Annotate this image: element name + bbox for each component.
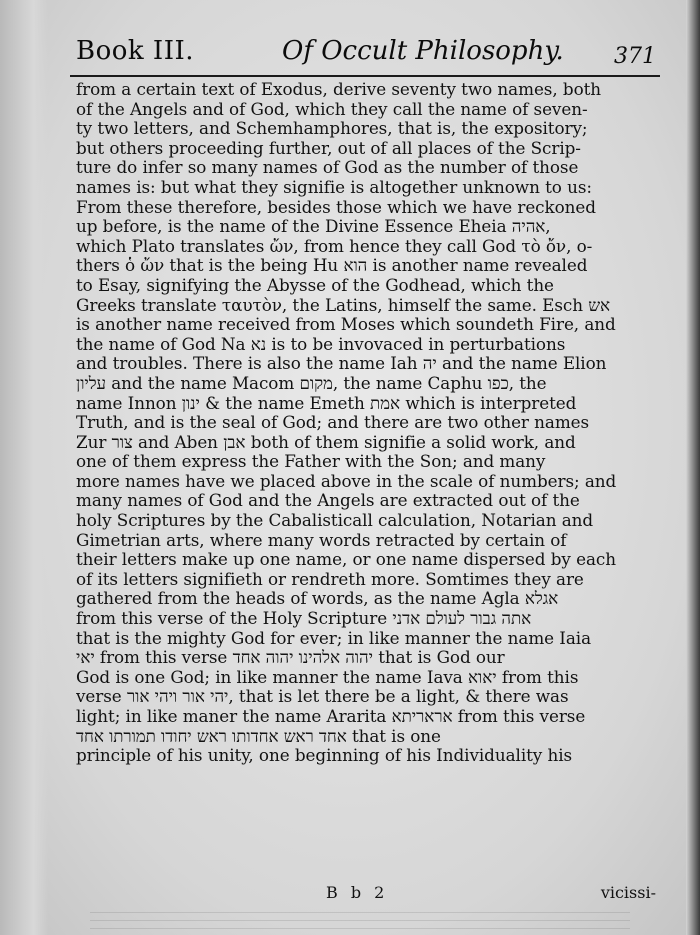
- text-line: many names of God and the Angels are extracted out of the: [76, 491, 580, 511]
- text-line: Truth, and is the seal of God; and there are two other names: [76, 413, 590, 433]
- text-line: verse יהי אור ויהי אור, that is let there be a light, & there was: [76, 687, 569, 707]
- text-line: יאי from this verse יהוה אלהינו יהוה אחד that is God our: [76, 648, 505, 668]
- text-line: that is the mighty God for ever; in like manner the name Iaia: [76, 628, 592, 648]
- page-footer: [76, 883, 656, 905]
- text-line: עליון and the name Macom מקום, the name Caphu כפו, the: [76, 373, 547, 393]
- text-line: of the Angels and of God, which they call the name of seven-: [76, 99, 588, 119]
- text-line: their letters make up one name, or one name dispersed by each: [76, 550, 616, 570]
- page-gutter-shadow: [0, 0, 48, 935]
- text-line: thers ὁ ὤν that is the being Hu הוא is another name revealed: [76, 256, 588, 276]
- text-line: Gimetrian arts, where many words retracted by certain of: [76, 530, 567, 550]
- text-line: ture do infer so many names of God as the number of those: [76, 158, 579, 178]
- text-line: one of them express the Father with the Son; and many: [76, 452, 546, 472]
- text-line: From these therefore, besides those which we have reckoned: [76, 197, 596, 217]
- text-line: Greeks translate ταυτὸν, the Latins, himself the same. Esch אש: [76, 295, 611, 315]
- page-number: 371: [614, 44, 656, 69]
- text-line: more names have we placed above in the scale of numbers; and: [76, 471, 617, 491]
- text-line: which Plato translates ὤν, from hence they call God τὸ ὄν, o-: [76, 236, 593, 256]
- catchword: vicissi-: [600, 883, 656, 902]
- text-line: principle of his unity, one beginning of his Individuality his: [76, 746, 573, 766]
- text-line: the name of God Na נא is to be invovaced in perturbations: [76, 334, 566, 354]
- text-line: light; in like maner the name Ararita אראריתא from this verse: [76, 707, 586, 726]
- text-line: אחד ראש אחדותו ראש יחודו תמורתו אחד that is one: [76, 726, 441, 746]
- text-line: but others proceeding further, out of all places of the Scrip-: [76, 138, 581, 158]
- body-text: [76, 80, 666, 766]
- book-number: Book III.: [76, 36, 195, 66]
- text-line: of its letters signifieth or rendreth more. Somtimes they are: [76, 569, 584, 589]
- header-rule: [70, 75, 660, 77]
- text-line: Zur צור and Aben אבן both of them signifie a solid work, and: [76, 432, 576, 452]
- text-line: God is one God; in like manner the name Iava יאוא from this: [76, 667, 579, 687]
- running-head: [76, 36, 656, 76]
- text-line: up before, is the name of the Divine Essence Eheia אהיה,: [76, 217, 551, 237]
- text-line: names is: but what they signifie is altogether unknown to us:: [76, 177, 592, 197]
- show-through-text: [90, 912, 630, 932]
- text-line: and troubles. There is also the name Iah יה and the name Elion: [76, 354, 607, 374]
- page-edge-shadow: [686, 0, 700, 935]
- text-line: from a certain text of Exodus, derive seventy two names, both: [76, 80, 602, 99]
- running-title: Of Occult Philosophy.: [282, 36, 564, 66]
- text-line: name Innon ינון & the name Emeth אמת which is interpreted: [76, 393, 577, 413]
- text-line: holy Scriptures by the Cabalisticall calculation, Notarian and: [76, 511, 594, 531]
- text-line: ty two letters, and Schemhamphores, that is, the expository;: [76, 119, 588, 139]
- text-line: to Esay, signifying the Abysse of the Godhead, which the: [76, 275, 554, 295]
- signature-mark: B b 2: [326, 883, 389, 902]
- text-line: is another name received from Moses which soundeth Fire, and: [76, 315, 616, 335]
- text-line: from this verse of the Holy Scripture אתה גבור לעולם אדני: [76, 609, 532, 629]
- text-line: gathered from the heads of words, as the name Agla אגלא: [76, 589, 559, 609]
